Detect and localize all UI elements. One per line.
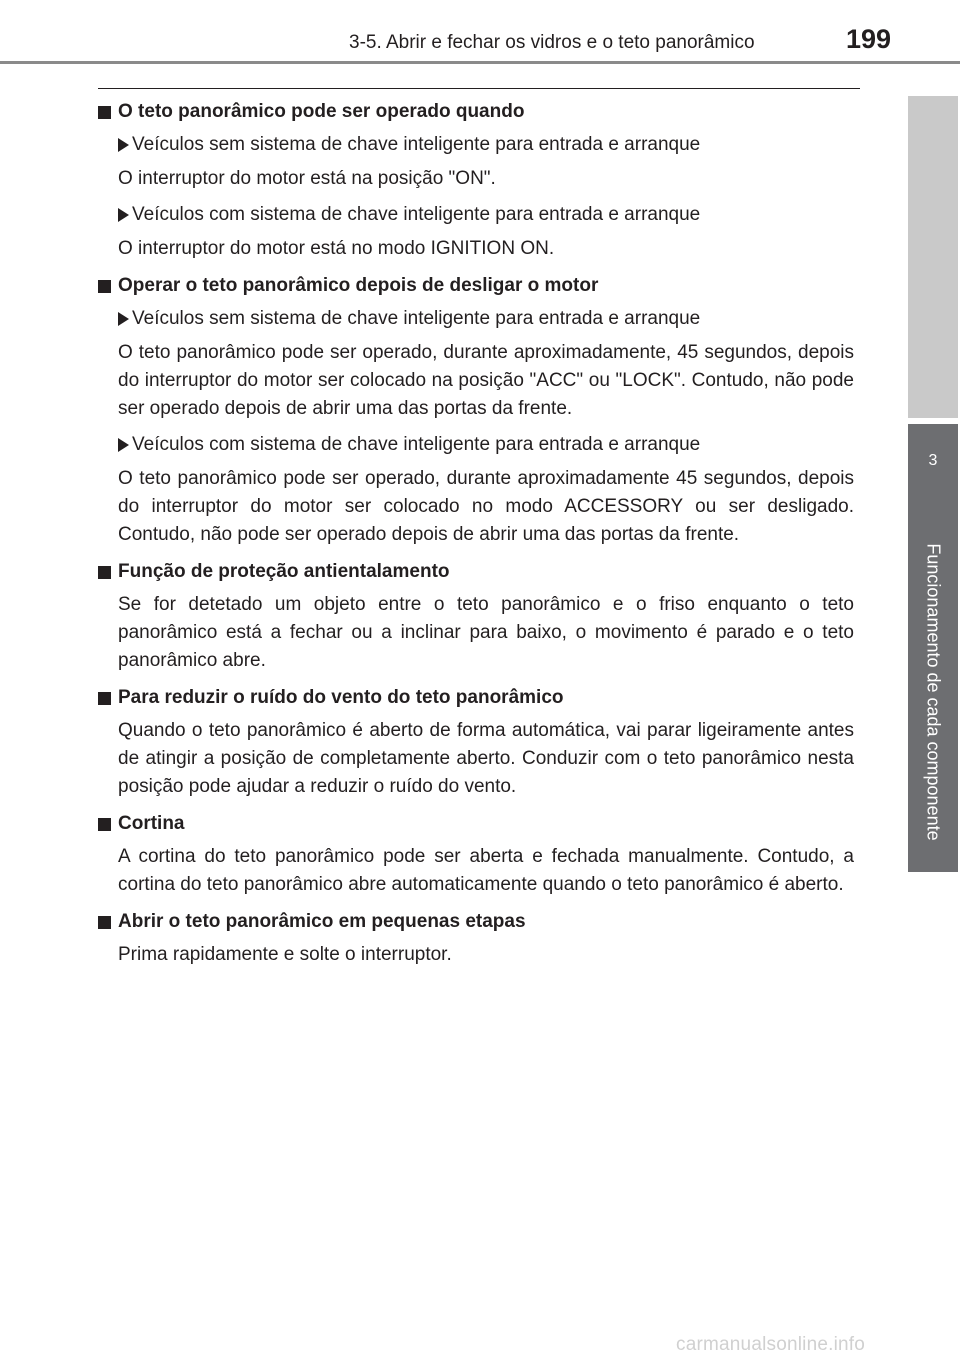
sub-heading-text: Veículos sem sistema de chave inteligente para entrada e arranque: [132, 308, 701, 329]
square-bullet-icon: [98, 818, 111, 831]
square-bullet-icon: [98, 106, 111, 119]
section: [98, 558, 854, 675]
sub-heading-text: Veículos com sistema de chave inteligente para entrada e arranque: [132, 204, 701, 225]
square-bullet-icon: [98, 566, 111, 579]
sub-heading: [98, 431, 854, 459]
paragraph: O teto panorâmico pode ser operado, durante aproximadamente 45 segundos, depois do interruptor do motor ser colocado no modo ACCESSORY ou ser desligado. Contudo, não pode ser operado depois de abrir uma das portas da frente.: [118, 468, 854, 545]
section: [98, 272, 854, 549]
section-heading: [98, 810, 854, 838]
section-heading-text: Abrir o teto panorâmico em pequenas etapas: [118, 911, 526, 932]
section: [98, 810, 854, 899]
paragraph: Se for detetado um objeto entre o teto panorâmico e o friso enquanto o teto panorâmico está a fechar ou a inclinar para baixo, o movimento é parado e o teto panorâmico abre.: [118, 594, 854, 671]
chapter-tab: [908, 424, 958, 512]
page-number: 199: [846, 24, 892, 54]
chapter-title: Funcionamento de cada componente: [923, 543, 944, 841]
sub-heading: [98, 201, 854, 229]
triangle-bullet-icon: [118, 208, 129, 222]
paragraph: O interruptor do motor está na posição "ON".: [118, 168, 496, 189]
section-heading: [98, 98, 854, 126]
section-heading-text: Operar o teto panorâmico depois de desligar o motor: [118, 275, 599, 296]
section-heading: [98, 684, 854, 712]
paragraph: A cortina do teto panorâmico pode ser aberta e fechada manualmente. Contudo, a cortina do teto panorâmico abre automaticamente quando o teto panorâmico é aberto.: [118, 846, 854, 895]
section-heading: [98, 908, 854, 936]
section-heading-text: Cortina: [118, 813, 185, 834]
main-content: [98, 98, 854, 978]
square-bullet-icon: [98, 916, 111, 929]
sub-heading: [98, 131, 854, 159]
paragraph: O interruptor do motor está no modo IGNITION ON.: [118, 238, 555, 259]
square-bullet-icon: [98, 692, 111, 705]
chapter-number: 3: [928, 452, 938, 469]
section-heading: [98, 558, 854, 586]
paragraph: Prima rapidamente e solte o interruptor.: [118, 944, 452, 965]
section-heading-text: Função de proteção antientalamento: [118, 561, 450, 582]
square-bullet-icon: [98, 280, 111, 293]
section: [98, 684, 854, 801]
paragraph: Quando o teto panorâmico é aberto de forma automática, vai parar ligeiramente antes de atingir a posição de completamente aberto. Conduzir com o teto panorâmico nesta posição pode ajudar a reduzir o ruído do vento.: [118, 720, 854, 797]
page-header: [0, 0, 960, 64]
section-heading-text: O teto panorâmico pode ser operado quando: [118, 101, 525, 122]
content-rule: [98, 88, 860, 89]
section-heading-text: Para reduzir o ruído do vento do teto panorâmico: [118, 687, 564, 708]
section: [98, 908, 854, 969]
header-rule: [0, 61, 960, 64]
section-title: 3-5. Abrir e fechar os vidros e o teto panorâmico: [349, 32, 755, 53]
watermark: carmanualsonline.info: [676, 1334, 866, 1355]
triangle-bullet-icon: [118, 138, 129, 152]
chapter-label-tab: [908, 512, 958, 872]
side-tab-upper: [908, 96, 958, 418]
triangle-bullet-icon: [118, 312, 129, 326]
sub-heading-text: Veículos sem sistema de chave inteligente para entrada e arranque: [132, 134, 701, 155]
triangle-bullet-icon: [118, 438, 129, 452]
sub-heading-text: Veículos com sistema de chave inteligente para entrada e arranque: [132, 434, 701, 455]
paragraph: O teto panorâmico pode ser operado, durante aproximadamente, 45 segundos, depois do interruptor do motor ser colocado na posição "ACC" ou "LOCK". Contudo, não pode ser operado depois de abrir uma das portas da frente.: [118, 342, 854, 419]
section: [98, 98, 854, 263]
section-heading: [98, 272, 854, 300]
sub-heading: [98, 305, 854, 333]
